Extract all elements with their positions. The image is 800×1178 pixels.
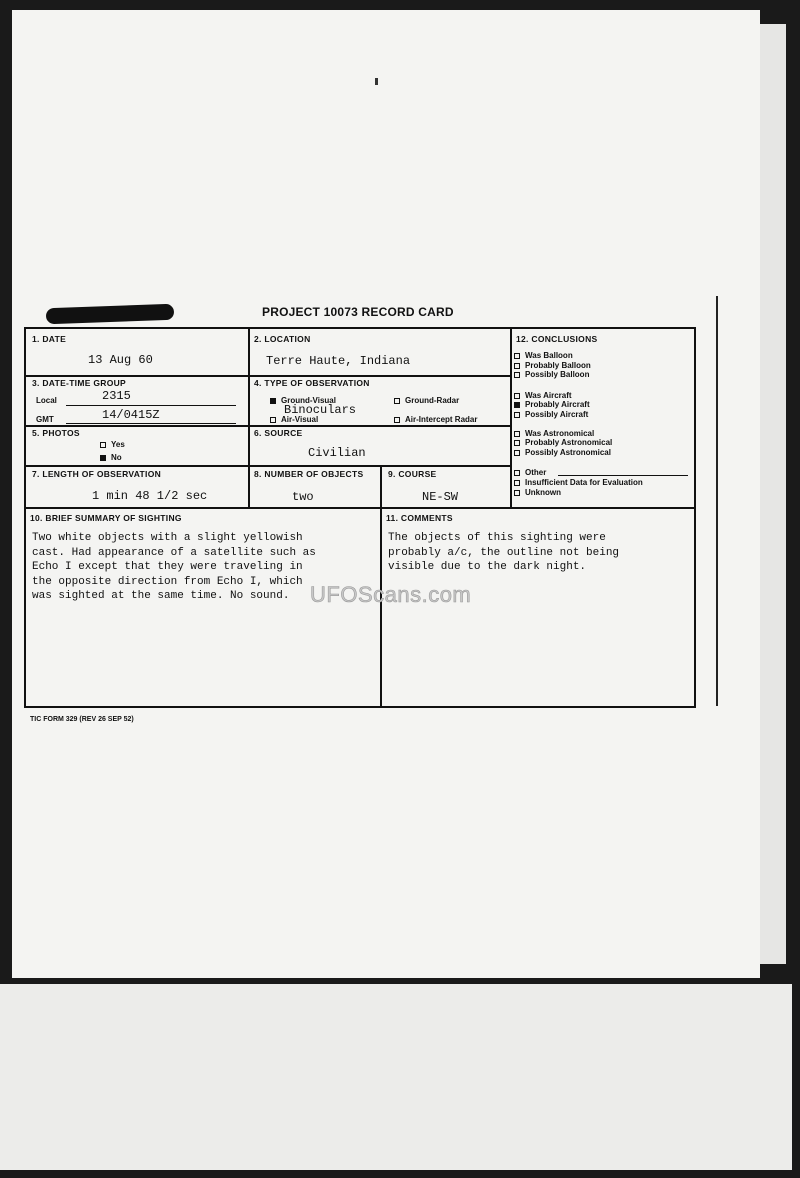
checkbox-checked [514, 402, 520, 408]
comment-line: probably a/c, the outline not being [388, 546, 620, 559]
record-card [24, 327, 696, 708]
option-air-visual: Air-Visual [270, 415, 318, 424]
checkbox [514, 431, 520, 437]
number-of-objects-label: 8. NUMBER OF OBJECTS [254, 469, 364, 479]
photos-no: No [100, 453, 122, 462]
option-air-intercept-radar: Air-Intercept Radar [394, 415, 477, 424]
checkbox [514, 440, 520, 446]
other-line [558, 475, 688, 476]
local-label: Local [36, 396, 57, 405]
photos-yes: Yes [100, 440, 125, 449]
checkbox [514, 393, 520, 399]
col-divider [510, 329, 512, 507]
conclusion-item: Was Astronomical [514, 429, 643, 439]
page-edge-shadow [760, 24, 786, 964]
row-divider [26, 465, 510, 467]
conclusion-item: Probably Astronomical [514, 438, 643, 448]
watermark: UFOScans.com [310, 582, 472, 607]
gmt-label: GMT [36, 415, 54, 424]
option-ground-visual: Ground-Visual [270, 396, 336, 405]
conclusion-item-selected: Probably Aircraft [514, 400, 643, 410]
next-page-edge [0, 984, 792, 1170]
location-value: Terre Haute, Indiana [266, 354, 411, 368]
checkbox [514, 450, 520, 456]
card-title: PROJECT 10073 RECORD CARD [262, 305, 454, 319]
stray-mark [375, 78, 378, 85]
row-divider [26, 425, 510, 427]
summary-line: Two white objects with a slight yellowish [32, 532, 303, 544]
conclusion-item: Probably Balloon [514, 361, 643, 371]
length-value: 1 min 48 1/2 sec [92, 489, 208, 503]
comment-line: visible due to the dark night. [388, 561, 587, 574]
summary-line: cast. Had appearance of a satellite such as [32, 546, 316, 559]
summary-line: the opposite direction from Echo I, which [32, 575, 303, 588]
comments-text [388, 531, 619, 575]
checkbox [514, 490, 520, 496]
date-value: 13 Aug 60 [88, 353, 153, 367]
observation-note: Binoculars [284, 403, 357, 417]
conclusion-item: Other [514, 468, 643, 478]
date-label: 1. DATE [32, 334, 67, 344]
option-ground-radar: Ground-Radar [394, 396, 459, 405]
local-line [66, 405, 236, 406]
comments-label: 11. COMMENTS [386, 513, 453, 523]
number-of-objects-value: two [292, 490, 314, 504]
checkbox [514, 480, 520, 486]
checkbox [514, 412, 520, 418]
conclusion-item: Was Balloon [514, 351, 643, 361]
margin-rule [716, 296, 718, 706]
photos-label: 5. PHOTOS [32, 428, 80, 438]
conclusion-item: Possibly Astronomical [514, 448, 643, 458]
conclusion-item: Possibly Balloon [514, 370, 643, 380]
conclusion-item: Insufficient Data for Evaluation [514, 478, 643, 488]
checkbox [514, 353, 520, 359]
summary-line: was sighted at the same time. No sound. [32, 590, 290, 603]
length-label: 7. LENGTH OF OBSERVATION [32, 469, 162, 479]
brief-summary-text [32, 531, 316, 604]
form-number: TIC FORM 329 (REV 26 SEP 52) [30, 716, 134, 723]
gmt-line [66, 423, 236, 424]
checkbox [394, 417, 400, 423]
summary-line: Echo I except that they were traveling in [32, 561, 303, 574]
checkbox [514, 470, 520, 476]
conclusion-item: Was Aircraft [514, 391, 643, 401]
local-value: 2315 [102, 389, 131, 403]
conclusions-label: 12. CONCLUSIONS [516, 334, 598, 344]
checkbox-checked [270, 398, 276, 404]
course-value: NE-SW [422, 490, 459, 504]
checkbox [514, 372, 520, 378]
source-label: 6. SOURCE [254, 428, 303, 438]
col-divider [248, 329, 250, 507]
row-divider [26, 507, 696, 509]
checkbox [394, 398, 400, 404]
source-value: Civilian [308, 446, 366, 460]
checkbox [100, 442, 106, 448]
date-time-group-label: 3. DATE-TIME GROUP [32, 378, 127, 388]
course-label: 9. COURSE [388, 469, 437, 479]
comment-line: The objects of this sighting were [388, 532, 606, 544]
gmt-value: 14/0415Z [102, 408, 160, 422]
brief-summary-label: 10. BRIEF SUMMARY OF SIGHTING [30, 513, 182, 523]
conclusion-item: Unknown [514, 488, 643, 498]
checkbox [270, 417, 276, 423]
location-label: 2. LOCATION [254, 334, 311, 344]
checkbox [514, 363, 520, 369]
checkbox-checked [100, 455, 106, 461]
type-of-observation-label: 4. TYPE OF OBSERVATION [254, 378, 370, 388]
conclusion-item: Possibly Aircraft [514, 410, 643, 420]
row-divider [26, 375, 510, 377]
